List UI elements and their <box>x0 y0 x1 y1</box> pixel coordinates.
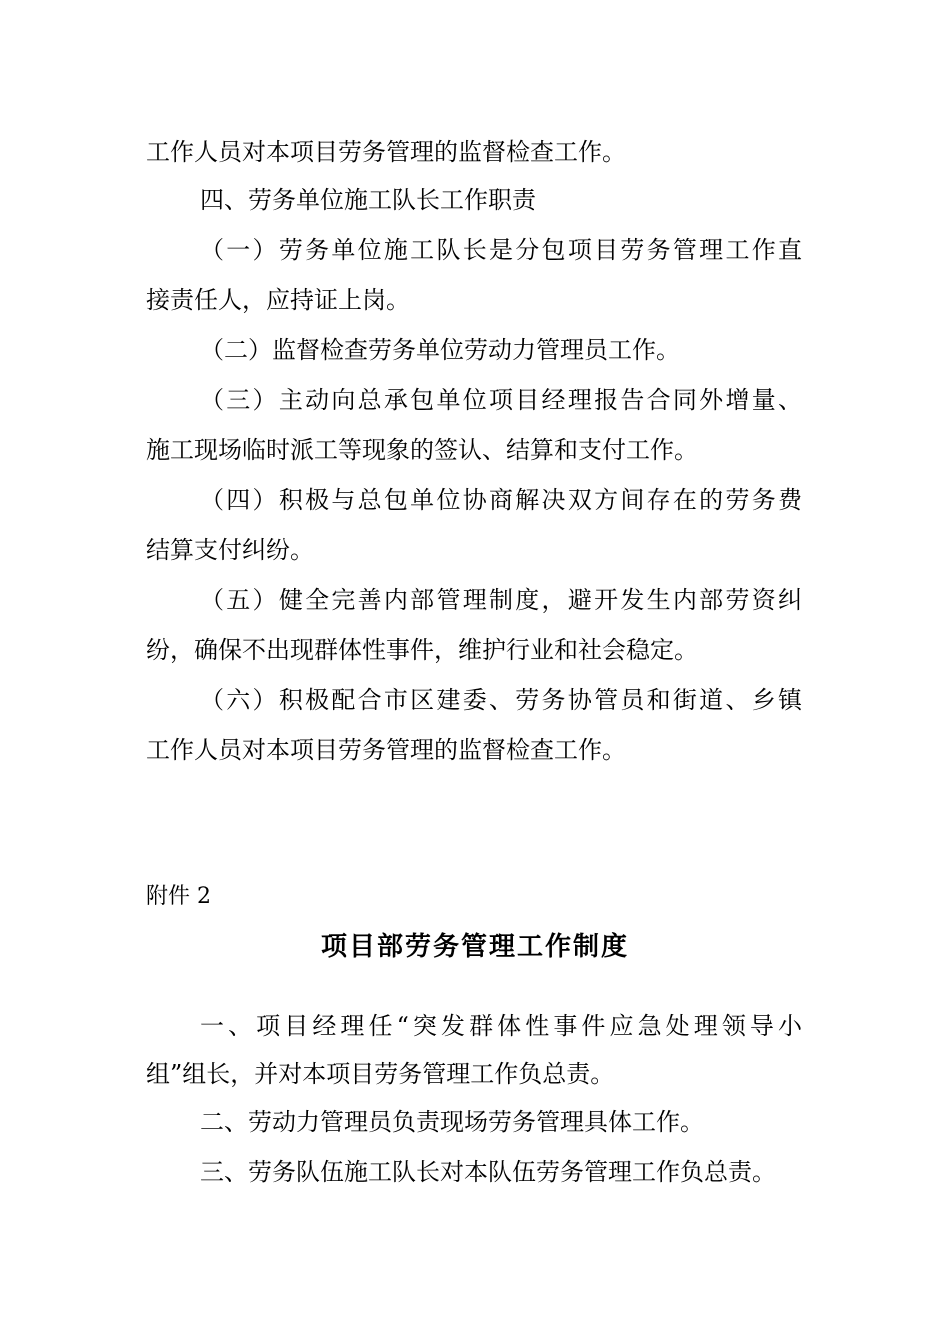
paragraph-line: （一）劳务单位施工队长是分包项目劳务管理工作直 <box>200 236 802 264</box>
paragraph-line: （四）积极与总包单位协商解决双方间存在的劳务费 <box>200 486 802 514</box>
section-heading: 四、劳务单位施工队长工作职责 <box>200 186 536 214</box>
paragraph-line: 接责任人，应持证上岗。 <box>146 286 410 314</box>
paragraph-line: 一、项目经理任“突发群体性事件应急处理领导小 <box>200 1012 802 1040</box>
paragraph-line: 纷，确保不出现群体性事件，维护行业和社会稳定。 <box>146 636 698 664</box>
paragraph-line: 施工现场临时派工等现象的签认、结算和支付工作。 <box>146 436 698 464</box>
paragraph-line: （五）健全完善内部管理制度，避开发生内部劳资纠 <box>200 586 802 614</box>
page-title: 项目部劳务管理工作制度 <box>320 932 629 962</box>
paragraph-line: 二、劳动力管理员负责现场劳务管理具体工作。 <box>200 1108 704 1136</box>
paragraph-line: 工作人员对本项目劳务管理的监督检查工作。 <box>146 138 626 166</box>
paragraph-line: 三、劳务队伍施工队长对本队伍劳务管理工作负总责。 <box>200 1158 776 1186</box>
paragraph-line: （二）监督检查劳务单位劳动力管理员工作。 <box>200 336 680 364</box>
paragraph-line: （三）主动向总承包单位项目经理报告合同外增量、 <box>200 386 802 414</box>
paragraph-line: 工作人员对本项目劳务管理的监督检查工作。 <box>146 736 626 764</box>
paragraph-line: （六）积极配合市区建委、劳务协管员和街道、乡镇 <box>200 686 802 714</box>
paragraph-line: 组”组长，并对本项目劳务管理工作负总责。 <box>146 1060 615 1088</box>
appendix-label: 附件 2 <box>146 884 211 909</box>
paragraph-line: 结算支付纠纷。 <box>146 536 314 564</box>
